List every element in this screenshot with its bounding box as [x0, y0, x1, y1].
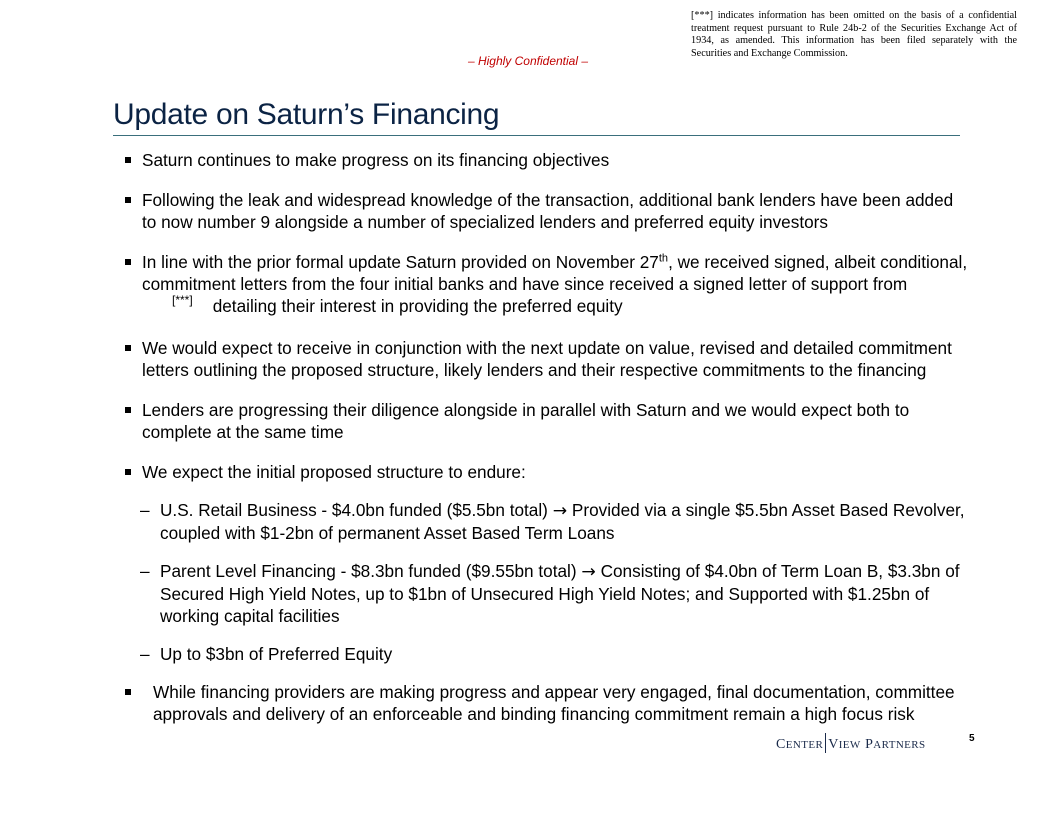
superscript-th: th	[658, 252, 669, 265]
highly-confidential-label: – Highly Confidential –	[467, 54, 589, 68]
square-bullet-icon	[125, 157, 131, 163]
dash-bullet-icon: –	[140, 500, 150, 520]
sub-bullet-text-start: Parent Level Financing - $8.3bn funded ($9.55bn total)	[160, 561, 577, 581]
sub-bullet-text-end: Provided via a single $5.5bn Asset Based Revolver, coupled with $1-2bn of permanent Asset Based Term Loans	[160, 500, 965, 543]
square-bullet-icon	[125, 345, 131, 351]
arrow-right-icon: →	[552, 501, 568, 521]
page-title: Update on Saturn’s Financing	[113, 98, 500, 131]
bullet-item	[120, 189, 970, 233]
bullet-item	[120, 149, 970, 171]
confidential-treatment-disclaimer: [***] indicates information has been omitted on the basis of a confidential treatment request pursuant to Rule 24b-2 of the Securities Exchange Act of 1934, as amended. This information has been filed separately with the Securities and Exchange Commission.	[691, 10, 1017, 59]
sub-bullet-text-end: Consisting of $4.0bn of Term Loan B, $3.3bn of Secured High Yield Notes, up to $1bn of Unsecured High Yield Notes; and Supported with $1.25bn of working capital facilities	[160, 561, 960, 626]
sub-bullet-item	[120, 499, 970, 544]
logo-divider	[825, 733, 826, 753]
bullet-text-middle: , we received signed, albeit conditional, commitment letters from the four initial banks and have since received a signed letter of support from	[142, 252, 968, 294]
bullet-item	[120, 681, 970, 725]
arrow-right-icon: →	[581, 562, 596, 582]
bullet-text: Saturn continues to make progress on its financing objectives	[142, 150, 610, 170]
square-bullet-icon	[125, 407, 131, 413]
centerview-partners-logo: CENTER VIEW PARTNERS	[776, 733, 926, 753]
bullet-item	[120, 251, 970, 319]
square-bullet-icon	[125, 197, 131, 203]
square-bullet-icon	[125, 259, 131, 265]
slide-content	[120, 149, 970, 725]
sub-bullet-item	[120, 560, 970, 627]
bullet-item	[120, 461, 970, 483]
bullet-text: Following the leak and widespread knowledge of the transaction, additional bank lenders have been added to now number 9 alongside a number of specialized lenders and preferred equity investors	[142, 190, 954, 232]
sub-bullet-item	[120, 643, 970, 665]
square-bullet-icon	[125, 469, 131, 475]
bullet-item	[120, 399, 970, 443]
sub-bullet-text: Up to $3bn of Preferred Equity	[160, 644, 393, 664]
dash-bullet-icon: –	[140, 561, 150, 581]
bullet-text-end: detailing their interest in providing the preferred equity	[212, 296, 623, 316]
bullet-text: While financing providers are making progress and appear very engaged, final documentation, committee approvals and delivery of an enforceable and binding financing commitment remain a high focus risk	[153, 682, 955, 724]
bullet-item	[120, 337, 970, 381]
redaction-marker: [***]	[172, 293, 193, 307]
bullet-text-start: In line with the prior formal update Saturn provided on November 27	[142, 252, 659, 272]
page-number: 5	[969, 733, 975, 744]
square-bullet-icon	[125, 689, 131, 695]
bullet-text: We expect the initial proposed structure to endure:	[142, 462, 526, 482]
title-divider	[113, 135, 960, 136]
dash-bullet-icon: –	[140, 644, 150, 664]
bullet-text: We would expect to receive in conjunction with the next update on value, revised and detailed commitment letters outlining the proposed structure, likely lenders and their respective commitments to the financing	[142, 338, 952, 380]
bullet-text: Lenders are progressing their diligence alongside in parallel with Saturn and we would expect both to complete at the same time	[142, 400, 910, 442]
sub-bullet-text-start: U.S. Retail Business - $4.0bn funded ($5.5bn total)	[160, 500, 548, 520]
